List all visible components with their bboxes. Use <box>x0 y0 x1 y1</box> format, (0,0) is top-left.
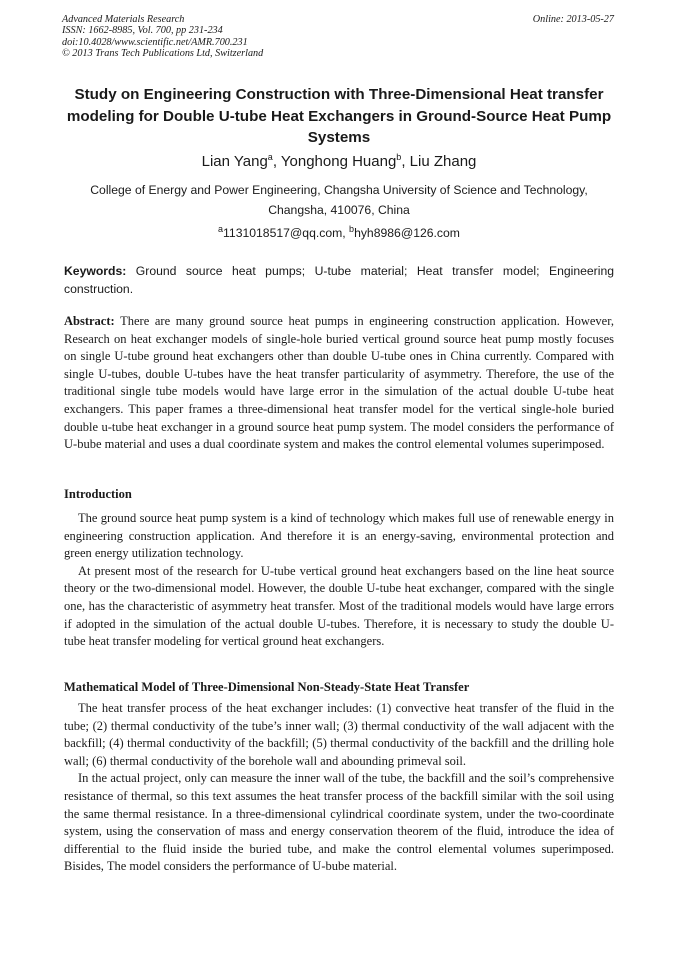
paragraph: At present most of the research for U-tube vertical ground heat exchangers based on the line heat source theory or the two-dimensional model. However, the double U-tube heat exchanger, compared with the single one, has the characteristic of asymmetry heat transfer. Most of the traditional models would have large errors if adopted in the simulation of the actual double U-tubes. Therefore, it is necessary to study the double U-tube heat transfer modeling for vertical ground heat exchangers. <box>64 563 614 649</box>
section-body-mathematical-model <box>64 700 614 876</box>
email-list <box>62 223 616 243</box>
paper-title: Study on Engineering Construction with Three-Dimensional Heat transfer modeling for Double U-tube Heat Exchangers in Ground-Source Heat Pump Systems <box>66 86 612 146</box>
author-separator: , <box>401 153 410 170</box>
keywords-text: Ground source heat pumps; U-tube material; Heat transfer model; Engineering construction. <box>64 264 614 296</box>
author-affil-mark: a <box>267 152 273 162</box>
author-list <box>62 152 616 172</box>
author-affil-mark: b <box>396 152 402 162</box>
abstract-label: Abstract: <box>64 314 115 328</box>
section-body-introduction <box>64 510 614 651</box>
email-mark: a <box>218 223 224 234</box>
email-mark: b <box>349 223 355 234</box>
abstract-text: There are many ground source heat pumps in engineering construction application. However, Research on heat exchanger models of single-hole buried vertical ground source heat pump mostly focuses on single U-tube ground heat exchangers other than double U-tube ones in China currently. Compared with single U-tubes, double U-tubes have the heat transfer particularity of asymmetry. Therefore, the use of the traditional single tube models would have large error in the simulation of the actual double U-tube heat exchangers. This paper frames a three-dimensional heat transfer model for the vertical single-hole buried double u-tube heat exchanger in a ground source heat pump system. The model considers the performance of U-bube material and uses a dual coordinate system and makes the control elemental volumes superimposed. <box>64 314 614 452</box>
email-link[interactable]: 1131018517@qq.com <box>223 226 343 240</box>
section-heading-mathematical-model: Mathematical Model of Three-Dimensional Non-Steady-State Heat Transfer <box>64 680 470 694</box>
email-link[interactable]: hyh8986@126.com <box>354 226 460 240</box>
copyright-line: © 2013 Trans Tech Publications Ltd, Switzerland <box>62 48 264 60</box>
journal-header <box>62 14 263 60</box>
keywords <box>64 262 614 298</box>
affiliation: College of Energy and Power Engineering, Changsha University of Science and Technology, Changsha, 410076, China <box>90 183 588 217</box>
online-date: Online: 2013-05-27 <box>532 14 614 25</box>
author-separator: , <box>272 153 281 170</box>
journal-name: Advanced Materials Research <box>62 14 185 25</box>
author-name: Liu Zhang <box>409 153 477 170</box>
email-separator: , <box>342 226 350 240</box>
doi-line[interactable]: doi:10.4028/www.scientific.net/AMR.700.231 <box>62 36 248 48</box>
issn-line: ISSN: 1662-8985, Vol. 700, pp 231-234 <box>62 25 223 37</box>
section-heading-introduction: Introduction <box>64 487 132 501</box>
keywords-label: Keywords: <box>64 264 127 278</box>
paragraph: The ground source heat pump system is a kind of technology which makes full use of renewable energy in engineering construction application. And therefore it is an energy-saving, environmental protection and green energy utilization technology. <box>64 511 614 561</box>
author-name: Lian Yang <box>201 153 268 170</box>
paragraph: In the actual project, only can measure the inner wall of the tube, the backfill and the soil’s comprehensive resistance of thermal, so this text assumes the heat transfer process of the backfill similar with the soil using the same thermal resistance. In a three-dimensional cylindrical coordinate system, under the two-coordinate system, using the conservation of mass and energy conservation theorem of the fluid, introduce the idea of differential to the fluid inside the buried tube, and make the control elemental volumes superimposed. Bisides, The model considers the performance of U-bube material. <box>64 771 614 874</box>
paragraph: The heat transfer process of the heat exchanger includes: (1) convective heat transfer of the fluid in the tube; (2) thermal conductivity of the tube’s inner wall; (3) thermal conductivity of the wall adjacent with the backfill; (4) thermal conductivity of the backfill; (5) thermal conductivity of the backfill and the drilling hole wall; (6) thermal conductivity of the borehole wall and abounding primeval soil. <box>64 701 614 768</box>
abstract <box>64 313 614 454</box>
author-name: Yonghong Huang <box>280 153 397 170</box>
